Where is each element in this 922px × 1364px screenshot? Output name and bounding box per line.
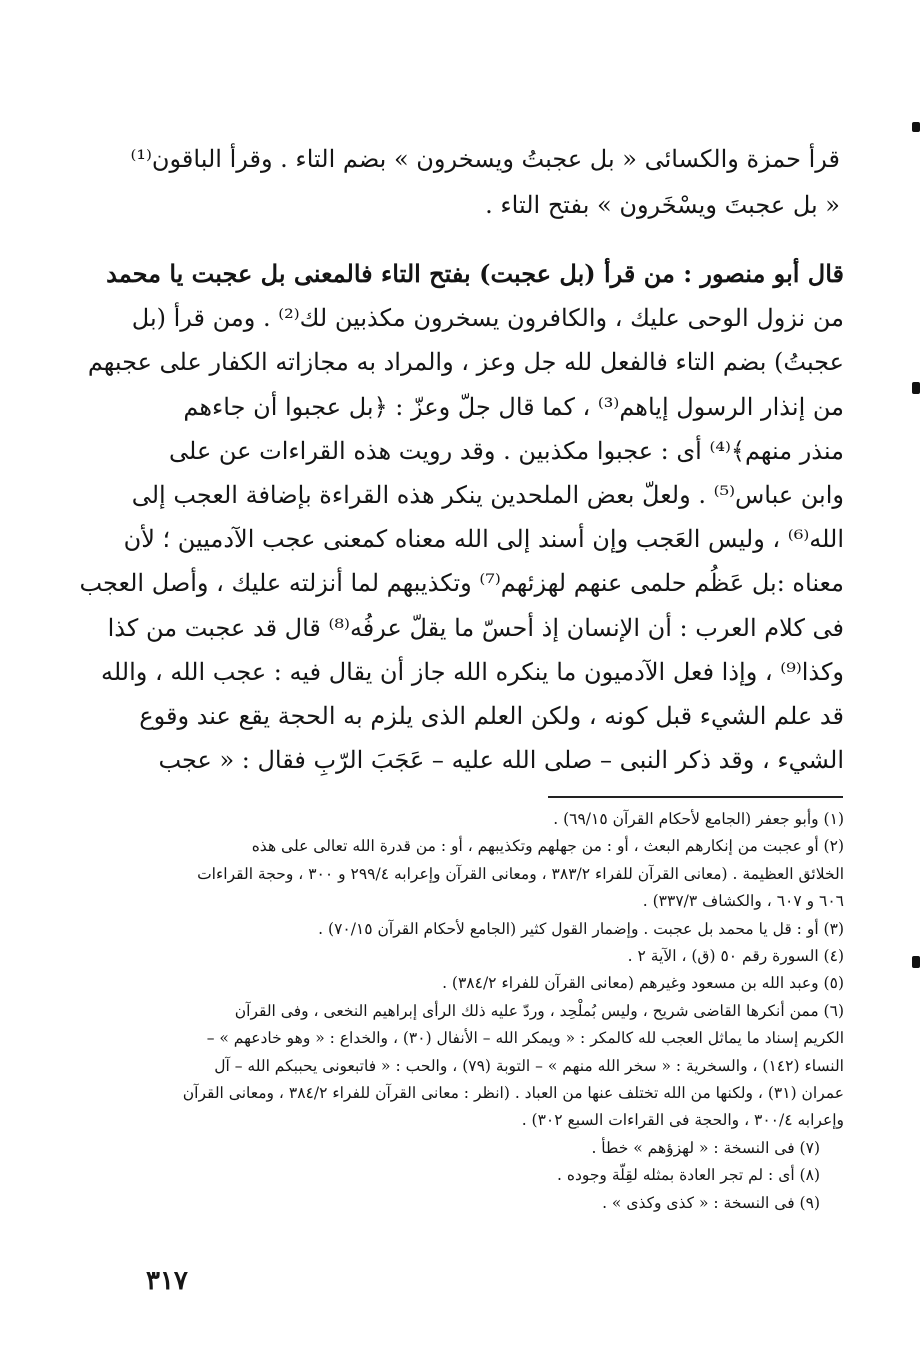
commentary-line: الله⁽⁶⁾ ، وليس العَجب وإن أسند إلى الله معناه كمعنى عجب الآدميين ؛ لأن — [123, 525, 844, 554]
footnotes — [110, 806, 844, 1217]
commentary-line: الشيء ، وقد ذكر النبى – صلى الله عليه – عَجَبَ الرّبِ فقال : « عجب — [158, 746, 844, 775]
footnote-line: (٦) ممن أنكرها القاضى شريح ، وليس بُملْحِد ، وردّ عليه ذلك الرأى إبراهيم النخعى ، وفى القرآن — [234, 1001, 844, 1020]
footnote-line: (٢) أو عجبت من إنكارهم البعث ، أو : من جهلهم وتكذيبهم ، أو : من قدرة الله تعالى على هذه — [251, 837, 844, 856]
intro-line: قرأ حمزة والكسائى « بل عجبتُ ويسخرون » بضم التاء . وقرأ الباقون⁽¹⁾ — [130, 145, 840, 173]
commentary-line: وكذا⁽⁹⁾ ، وإذا فعل الآدميون ما ينكره الله جاز أن يقال فيه : عجب الله ، والله — [100, 657, 844, 686]
footnote-line: النساء (١٤٢) ، والسخرية : « سخر الله منهم » – التوبة (٧٩) ، والحب : « فاتبعونى يحببكم الله – آل — [214, 1056, 844, 1075]
margin-mark — [912, 122, 920, 132]
commentary-line: قال أبو منصور : من قرأ (بل عجبت) بفتح التاء فالمعنى بل عجبت يا محمد — [106, 259, 844, 288]
commentary-line: وابن عباس⁽⁵⁾ . ولعلّ بعض الملحدين ينكر هذه القراءة بإضافة العجب إلى — [131, 480, 844, 509]
footnote-line: (٨) أى : لم تجر العادة بمثله لقِلّة وجوده . — [556, 1166, 820, 1185]
commentary-line: من نزول الوحى عليك ، والكافرون يسخرون مكذبين لك⁽²⁾ . ومن قرأ (بل — [131, 304, 844, 333]
commentary-line: فى كلام العرب : أن الإنسان إذ أحسّ ما يقلّ عرفُه⁽⁸⁾ قال قد عجبت من كذا — [107, 613, 844, 642]
footnote-line: وإعرابه ٣٠٠/٤ ، والحجة فى القراءات السبع ٣٠٢) . — [521, 1111, 844, 1130]
commentary-line: معناه :بل عَظُم حلمى عنهم لهزئهم⁽⁷⁾ وتكذيبهم لما أنزلته عليك ، وأصل العجب — [79, 569, 844, 598]
margin-mark — [912, 382, 920, 394]
commentary-paragraph — [79, 252, 844, 782]
footnote-line: الكريم إسناد ما يماثل العجب لله كالمكر : « ويمكر الله – الأنفال (٣٠) ، والخداع : « وهو خادعهم » – — [206, 1029, 844, 1048]
footnote-line: (٣) أو : قل يا محمد بل عجبت . وإضمار القول كثير (الجامع لأحكام القرآن ٧٠/١٥) . — [318, 919, 844, 938]
footnote-line: (٧) فى النسخة : « لهزؤهم » خطأ . — [591, 1138, 820, 1157]
footnote-line: عمران (٣١) ، ولكنها من الله تختلف عنها من العباد . (انظر : معانى القرآن للفراء ٣٨٤/٢ ، ومعانى القرآن — [182, 1084, 844, 1103]
footnote-separator — [548, 796, 843, 798]
commentary-line: من إنذار الرسول إياهم⁽³⁾ ، كما قال جلّ وعزّ : ﴿بل عجبوا أن جاءهم — [183, 392, 844, 421]
intro-line: « بل عجبتَ ويسْخَرون » بفتح التاء . — [485, 191, 840, 219]
commentary-line: قد علم الشيء قبل كونه ، ولكن العلم الذى يلزم به الحجة يقع عند وقوع — [139, 701, 844, 730]
commentary-line: منذر منهم﴾⁽⁴⁾ أى : عجبوا مكذبين . وقد رويت هذه القراءات عن على — [169, 436, 844, 465]
footnote-line: (٥) وعبد الله بن مسعود وغيرهم (معانى القرآن للفراء ٣٨٤/٢) . — [442, 974, 844, 993]
footnote-line: الخلائق العظيمة . (معانى القرآن للفراء ٣٨٣/٢ ، ومعانى القرآن وإعرابه ٢٩٩/٤ و ٣٠٠ ، وحجة القراءات — [197, 864, 844, 883]
intro-paragraph — [130, 136, 840, 228]
page-number: ٣١٧ — [146, 1266, 188, 1296]
footnote-line: ٦٠٦ و ٦٠٧ ، والكشاف ٣٣٧/٣) . — [642, 892, 844, 911]
commentary-line: عجبتُ) بضم التاء فالفعل لله جل وعز ، والمراد به مجازاته الكفار على عجبهم — [87, 348, 844, 377]
margin-mark — [912, 956, 920, 968]
footnote-line: (٩) فى النسخة : « كذى وكذى » . — [602, 1193, 820, 1212]
footnote-line: (١) وأبو جعفر (الجامع لأحكام القرآن ٦٩/١٥) . — [553, 810, 844, 828]
footnote-line: (٤) السورة رقم ٥٠ (ق) ، الآية ٢ . — [627, 947, 844, 966]
